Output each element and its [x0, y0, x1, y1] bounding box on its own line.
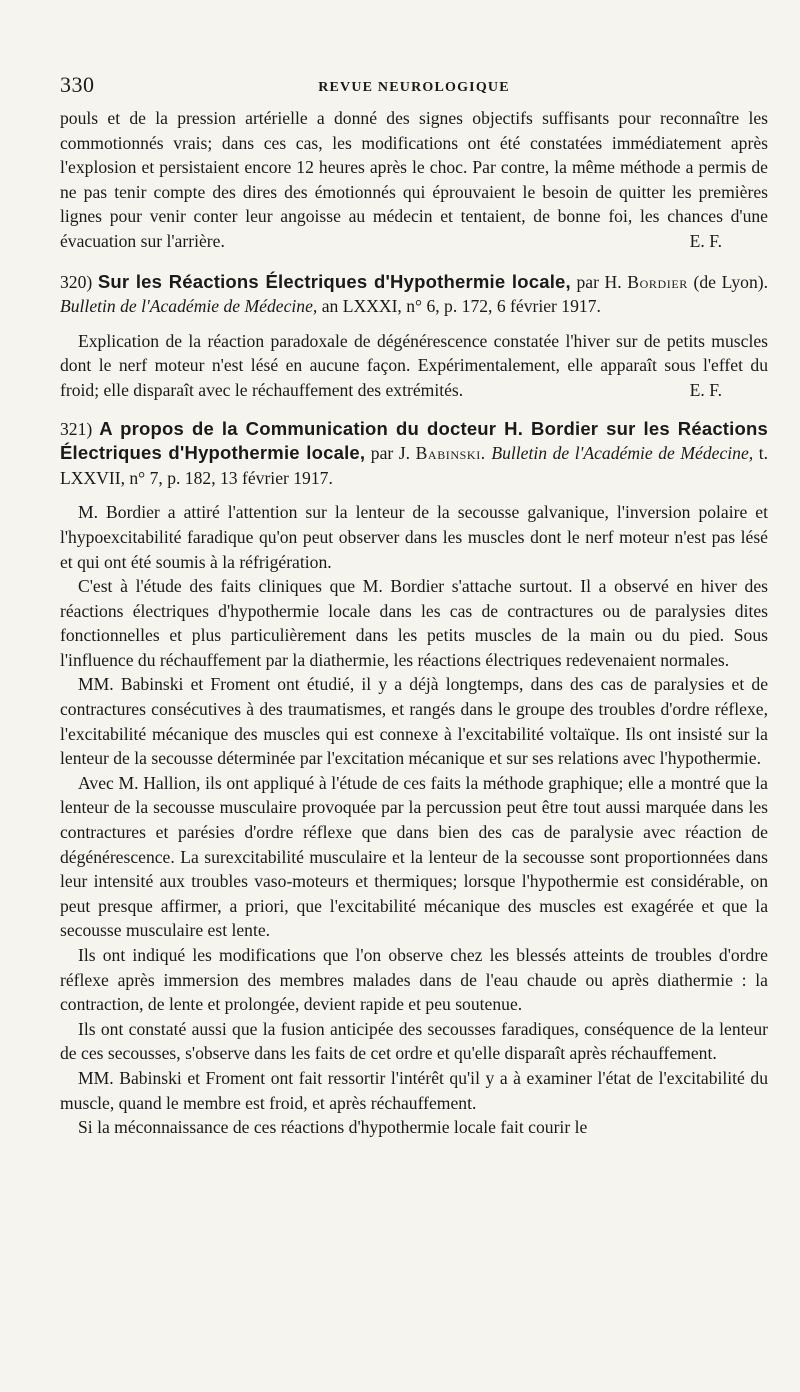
entry-321-paragraph: MM. Babinski et Froment ont fait ressortir l'intérêt qu'il y a à examiner l'état de l'excitabilité du muscle, quand le membre est froid, et après réchauffement. — [60, 1067, 768, 1113]
entry-320-author: Bordier — [627, 271, 688, 292]
entry-321-citation: t. LXXVII, n° 7, p. 182, 13 février 1917. — [60, 443, 769, 488]
entry-321-paragraph: Ils ont indiqué les modifications que l'on observe chez les blessés atteints de troubles d'ordre réflexe après immersion des membres malades dans de l'eau chaude ou après diathermie : la contraction, de lente et prolongée, devient rapide et peu soutenue. — [60, 945, 768, 1015]
entry-320-reference — [60, 270, 768, 319]
entry-321-reference — [60, 417, 768, 491]
page-number: 330 — [60, 72, 95, 97]
entry-320-number: 320) — [60, 271, 93, 292]
intro-paragraph — [60, 106, 768, 254]
running-header — [60, 72, 768, 106]
entry-321-paragraph: Ils ont constaté aussi que la fusion anticipée des secousses faradiques, conséquence de la lenteur de ces secousses, s'observe dans les faits de cet ordre et qu'elle disparaît après réchauffement. — [60, 1018, 768, 1064]
entry-320-citation: an LXXXI, n° 6, p. 172, 6 février 1917. — [321, 296, 601, 317]
entry-321-journal: Bulletin de l'Académie de Médecine, — [491, 443, 754, 464]
entry-321-paragraph: C'est à l'étude des faits cliniques que M. Bordier s'attache surtout. Il a observé en hiver des réactions électriques d'hypothermie locale dans les cas de contractures ou de paralysies dites fonctionnelles et plus particulièrement dans les petits muscles de la main ou du pied. Sous l'influence du réchauffement par la diathermie, les réactions électriques redevenaient normales. — [60, 576, 768, 670]
intro-signature: E. F. — [689, 230, 722, 251]
journal-page — [60, 72, 768, 1140]
entry-320-title: Sur les Réactions Électriques d'Hypothermie locale, — [97, 270, 571, 292]
entry-320-origin: (de Lyon). — [693, 271, 768, 292]
entry-321-author: Babinski. — [415, 443, 486, 464]
entry-321-paragraph: M. Bordier a attiré l'attention sur la lenteur de la secousse galvanique, l'inversion polaire et l'hypoexcitabilité faradique qu'on peut observer dans les muscles dont le nerf moteur n'est pas lésé et qui ont été soumis à la réfrigération. — [60, 502, 768, 572]
intro-text: pouls et de la pression artérielle a donné des signes objectifs suffisants pour reconnaître les commotionnés vrais; dans ces cas, les modifications ont été constatées immédiatement après l'explosion et persistaient encore 12 heures après le choc. Par contre, la même méthode a permis de ne pas tenir compte des dires des émotionnés qui éprouvaient le besoin de quitter les premières lignes pour venir conter leur angoisse au médecin et tentaient, de bonne foi, les chances d'une évacuation sur l'arrière. — [60, 108, 768, 251]
entry-320-abstract — [60, 329, 768, 403]
entry-321-title: A propos de la Communication du docteur H. Bordier sur les Réactions Électriques d'Hypothermie locale, — [60, 417, 768, 464]
entry-321-paragraph: MM. Babinski et Froment ont étudié, il y a déjà longtemps, dans des cas de paralysies et de contractures consécutives à des traumatismes, et rangés dans le groupe des troubles d'ordre réflexe, l'excitabilité mécanique des muscles qui est connexe à l'excitabilité voltaïque. Ils ont insisté sur la lenteur de la secousse déterminée par l'excitation mécanique et sur ses relations avec l'hypothermie. — [60, 674, 768, 769]
entry-320-signature: E. F. — [689, 379, 722, 400]
entry-321-by: par J. — [370, 443, 411, 464]
entry-320-journal: Bulletin de l'Académie de Médecine, — [60, 296, 318, 317]
entry-321-paragraph: Avec M. Hallion, ils ont appliqué à l'étude de ces faits la méthode graphique; elle a montré que la lenteur de la secousse musculaire provoquée par la percussion peut être tout aussi marquée dans les contractures et parésies d'ordre réflexe que dans bien des cas de paralysie avec réaction de dégénérescence. La surexcitabilité musculaire et la lenteur de la secousse sont proportionnées dans leur intensité aux troubles vaso-moteurs et thermiques; lorsque l'hypothermie est considérable, on peut presque affirmer, a priori, que l'excitabilité mécanique des muscles est exagérée et que la secousse musculaire est lente. — [60, 772, 768, 941]
entry-320-abstract-text: Explication de la réaction paradoxale de dégénérescence constatée l'hiver sur de petits muscles dont le nerf moteur n'est lésé en aucune façon. Expérimentalement, elle apparaît sous l'effet du froid; elle disparaît avec le réchauffement des extrémités. — [60, 330, 768, 400]
entry-321-paragraph: Si la méconnaissance de ces réactions d'hypothermie locale fait courir le — [78, 1117, 588, 1138]
journal-title: REVUE NEUROLOGIQUE — [318, 80, 510, 95]
entry-320-by: par H. — [576, 271, 622, 292]
entry-321-number: 321) — [60, 418, 93, 439]
